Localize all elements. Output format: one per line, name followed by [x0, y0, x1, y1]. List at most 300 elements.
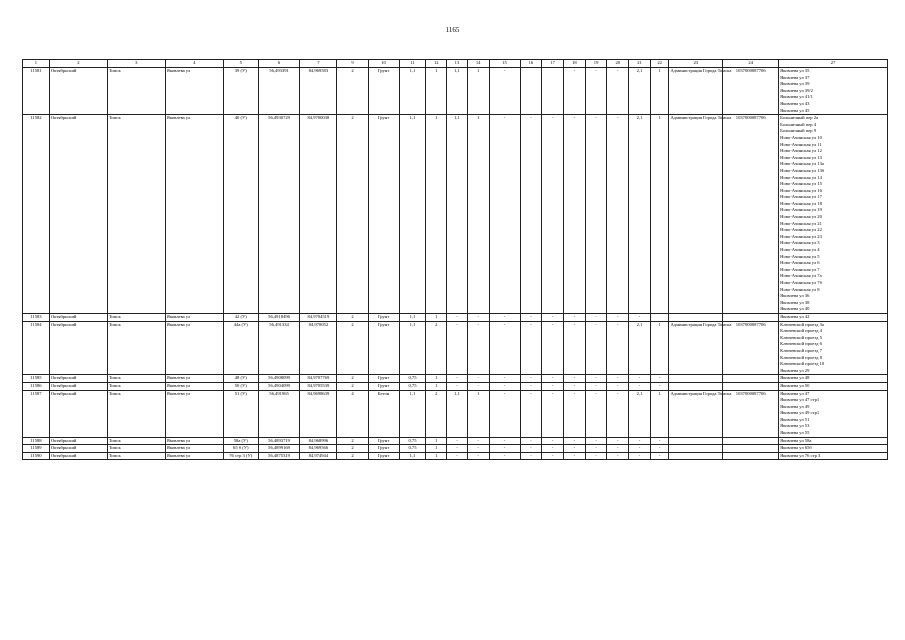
table-cell: 1,1 [399, 452, 426, 460]
table-cell: 84,969583 [300, 68, 337, 115]
table-cell: 0,75 [399, 445, 426, 453]
address-item: Больничный пер 4 [780, 121, 817, 127]
column-header: 19 [585, 60, 607, 68]
table-cell: 39 (У) [223, 68, 258, 115]
table-row [23, 390, 888, 437]
table-cell: 2 [337, 115, 368, 314]
table-cell: - [542, 445, 564, 453]
table-cell: 84,970052 [300, 321, 337, 375]
table-row [23, 375, 888, 383]
address-item: Ново-Ачинская ул 16 [780, 187, 822, 193]
table-cell: Томск [107, 115, 165, 314]
address-item: Ново-Ачинская ул 20 [780, 214, 822, 220]
table-cell: 2,1 [629, 68, 651, 115]
table-cell [650, 313, 669, 321]
table-cell: 56,4930729 [258, 115, 299, 314]
table-cell: 42 (У) [223, 313, 258, 321]
table-cell: - [585, 390, 607, 437]
address-list-cell [779, 390, 888, 437]
column-header: 20 [607, 60, 629, 68]
table-cell: 40 (У) [223, 115, 258, 314]
table-cell: - [564, 115, 586, 314]
table-cell: 58а (У) [223, 437, 258, 445]
address-item: Яковлева ул 39/2 [780, 87, 813, 93]
table-cell: - [585, 68, 607, 115]
table-cell: - [467, 321, 489, 375]
table-cell: 76 стр 3 (У) [223, 452, 258, 460]
table-cell: 1,1 [399, 68, 426, 115]
address-item: Ново-Ачинская ул 19 [780, 207, 822, 213]
table-cell: - [489, 382, 520, 390]
column-header: 27 [779, 60, 888, 68]
table-cell: Октябрьский [49, 445, 107, 453]
table-cell: 84,9700038 [300, 115, 337, 314]
table-cell: 56,4904099 [258, 382, 299, 390]
table-cell: Яковлева ул [165, 321, 223, 375]
table-cell: Яковлева ул [165, 68, 223, 115]
table-cell: - [447, 445, 468, 453]
table-cell [723, 437, 779, 445]
table-cell [723, 452, 779, 460]
table-cell: 1 [467, 115, 489, 314]
table-cell: 56,4875319 [258, 452, 299, 460]
table-cell: - [585, 452, 607, 460]
table-cell: - [520, 390, 542, 437]
table-cell: - [520, 437, 542, 445]
address-item: Больничный пер 2а [780, 115, 819, 121]
table-cell: - [564, 68, 586, 115]
table-cell: 1 [426, 445, 447, 453]
column-header: 9 [337, 60, 368, 68]
table-cell: 56,4893719 [258, 437, 299, 445]
table-row [23, 68, 888, 115]
table-cell: 0,75 [399, 437, 426, 445]
table-cell: Октябрьский [49, 437, 107, 445]
table-cell: - [542, 452, 564, 460]
table-cell [669, 452, 723, 460]
column-header: 7 [300, 60, 337, 68]
table-cell: Октябрьский [49, 115, 107, 314]
table-cell: Томск [107, 382, 165, 390]
table-cell: Грунт [368, 382, 399, 390]
table-cell: Грунт [368, 375, 399, 383]
table-cell: - [607, 390, 629, 437]
address-item: Яковлева ул 35 [780, 68, 810, 73]
table-cell [669, 382, 723, 390]
address-item: Ново-Ачинская ул 15 [780, 181, 822, 187]
column-header: 13 [447, 60, 468, 68]
address-list-cell [779, 452, 888, 460]
table-cell [723, 375, 779, 383]
column-header: 12 [426, 60, 447, 68]
table-cell: Администрация Города Томска [669, 68, 723, 115]
address-item: Яковлева ул 29 [780, 367, 810, 373]
table-cell: - [629, 375, 651, 383]
table-cell: 11582 [23, 115, 50, 314]
address-item: Ново-Ачинская ул 5 [780, 253, 820, 259]
address-item: Ново-Ачинская ул 6 [780, 260, 820, 266]
address-item: Яковлева ул 45 [780, 107, 810, 113]
table-cell: 65 б (У) [223, 445, 258, 453]
column-header: 11 [399, 60, 426, 68]
table-cell: 2,1 [629, 115, 651, 314]
table-cell: 11586 [23, 382, 50, 390]
column-header: 22 [650, 60, 669, 68]
column-header: 23 [669, 60, 723, 68]
table-cell: Яковлева ул [165, 445, 223, 453]
column-header: 1 [23, 60, 50, 68]
table-cell: 1 [650, 390, 669, 437]
table-cell: - [489, 68, 520, 115]
table-cell: - [489, 115, 520, 314]
address-item: Ключевской проезд 5 [780, 334, 822, 340]
table-cell: - [650, 375, 669, 383]
table-row [23, 313, 888, 321]
table-cell: Грунт [368, 452, 399, 460]
table-cell: 1 [426, 375, 447, 383]
table-cell: - [489, 437, 520, 445]
table-cell: 2 [337, 321, 368, 375]
column-header: 18 [564, 60, 586, 68]
address-item: Ново-Ачинская ул 7а [780, 273, 822, 279]
table-cell [669, 445, 723, 453]
table-cell: Томск [107, 375, 165, 383]
address-item: Ново-Ачинская ул 7 [780, 266, 820, 272]
table-cell: Октябрьский [49, 452, 107, 460]
table-cell: Томск [107, 437, 165, 445]
table-cell: 11581 [23, 68, 50, 115]
table-cell: - [607, 445, 629, 453]
table-header [23, 60, 888, 68]
table-cell: 1 [426, 313, 447, 321]
table-cell: 1 [426, 68, 447, 115]
table-row [23, 115, 888, 314]
table-cell: - [585, 115, 607, 314]
column-header: 21 [629, 60, 651, 68]
table-cell: 2,1 [629, 390, 651, 437]
address-item: Яковлева ул 76 стр 3 [780, 452, 821, 458]
table-cell: Октябрьский [49, 68, 107, 115]
table-cell: Грунт [368, 115, 399, 314]
table-cell: - [564, 437, 586, 445]
table-cell: 2 [337, 313, 368, 321]
table-cell: Грунт [368, 321, 399, 375]
address-item: Яковлева ул 38 [780, 299, 810, 305]
table-cell: - [629, 452, 651, 460]
table-cell: 2 [337, 452, 368, 460]
table-cell: 1 [426, 437, 447, 445]
table-cell: - [520, 452, 542, 460]
column-header: 15 [489, 60, 520, 68]
table-cell: 1 [467, 390, 489, 437]
table-cell: 2 [426, 321, 447, 375]
table-cell: - [542, 437, 564, 445]
table-cell: Октябрьский [49, 313, 107, 321]
table-cell [723, 445, 779, 453]
table-cell: - [520, 313, 542, 321]
address-item: Ново-Ачинская ул 23 [780, 233, 822, 239]
table-cell: - [564, 390, 586, 437]
table-cell: - [650, 445, 669, 453]
address-list-cell [779, 115, 888, 314]
address-list-cell [779, 437, 888, 445]
table-cell: Томск [107, 68, 165, 115]
table-cell: - [542, 382, 564, 390]
column-header: 3 [107, 60, 165, 68]
table-cell: - [489, 313, 520, 321]
table-cell: 11584 [23, 321, 50, 375]
address-item: Яковлева ул 42 [780, 313, 810, 319]
address-item: Ново-Ачинская ул 13а [780, 161, 824, 167]
table-cell: Администрация Города Томска [669, 321, 723, 375]
address-item: Яковлева ул 37 [780, 74, 810, 80]
table-cell [723, 382, 779, 390]
table-cell: Октябрьский [49, 390, 107, 437]
table-cell: 48 (У) [223, 375, 258, 383]
table-cell: 51 (У) [223, 390, 258, 437]
table-cell: Томск [107, 452, 165, 460]
table-cell: 1,1 [447, 390, 468, 437]
table-cell: - [542, 313, 564, 321]
address-item: Ново-Ачинская ул 14 [780, 174, 822, 180]
table-cell [669, 375, 723, 383]
column-header: 6 [258, 60, 299, 68]
table-cell: - [564, 382, 586, 390]
table-cell: 84,968996 [300, 437, 337, 445]
address-item: Ново-Ачинская ул 10 [780, 134, 822, 140]
table-row [23, 452, 888, 460]
table-cell: - [650, 382, 669, 390]
column-header: 4 [165, 60, 223, 68]
table-row [23, 321, 888, 375]
table-cell: Грунт [368, 68, 399, 115]
table-cell: 1 [650, 321, 669, 375]
table-cell: 1 [467, 68, 489, 115]
table-cell: Яковлева ул [165, 390, 223, 437]
table-cell: - [467, 313, 489, 321]
table-cell: 84,969566 [300, 445, 337, 453]
table-cell: - [542, 321, 564, 375]
table-cell: 1037000087706 [723, 68, 779, 115]
table-cell: 0,75 [399, 382, 426, 390]
table-cell: - [447, 437, 468, 445]
table-cell: Грунт [368, 313, 399, 321]
table-cell: 56,493391 [258, 68, 299, 115]
table-cell: 1,1 [399, 321, 426, 375]
table-cell: - [489, 452, 520, 460]
table-cell: - [629, 445, 651, 453]
table-cell: Яковлева ул [165, 382, 223, 390]
table-cell: - [607, 375, 629, 383]
address-item: Яковлева ул 53 [780, 423, 810, 429]
table-cell: 2,1 [629, 321, 651, 375]
address-item: Ново-Ачинская ул 18 [780, 200, 822, 206]
table-cell: 56,4899169 [258, 445, 299, 453]
table-cell: 1 [650, 115, 669, 314]
table-cell: Администрация Города Томска [669, 115, 723, 314]
table-cell: - [520, 321, 542, 375]
address-item: Ключевской проезд 6 [780, 341, 822, 347]
table-cell: - [607, 68, 629, 115]
table-cell: - [542, 390, 564, 437]
address-item: Яковлева ул 49 стр1 [780, 410, 820, 416]
table-cell: Грунт [368, 445, 399, 453]
address-item: Ново-Ачинская ул 4 [780, 247, 820, 253]
table-cell: 1 [426, 382, 447, 390]
address-list-cell [779, 68, 888, 115]
address-item: Ключевской проезд 3а [780, 321, 824, 327]
table-cell: 84,9707769 [300, 375, 337, 383]
table-cell: - [585, 321, 607, 375]
table-cell: - [489, 390, 520, 437]
table-cell: - [564, 375, 586, 383]
table-cell: Октябрьский [49, 321, 107, 375]
column-header: 2 [49, 60, 107, 68]
table-cell: Бетон [368, 390, 399, 437]
address-item: Ключевской проезд 4 [780, 328, 822, 334]
address-item: Яковлева ул 50 [780, 382, 810, 388]
table-cell: 11583 [23, 313, 50, 321]
table-cell: - [564, 313, 586, 321]
table-cell: - [447, 452, 468, 460]
address-list-cell [779, 313, 888, 321]
table-cell: 84,974944 [300, 452, 337, 460]
table-cell: 1 [426, 115, 447, 314]
table-cell: 11585 [23, 375, 50, 383]
table-cell: - [520, 382, 542, 390]
address-item: Яковлева ул 55 [780, 430, 810, 436]
table-cell: 2 [337, 445, 368, 453]
table-cell: - [607, 437, 629, 445]
address-item: Ново-Ачинская ул 8 [780, 286, 820, 292]
table-cell [723, 313, 779, 321]
table-cell: 1037000087706 [723, 321, 779, 375]
table-cell: - [489, 321, 520, 375]
table-cell: 1 [650, 68, 669, 115]
table-cell: - [467, 375, 489, 383]
address-item: Яковлева ул 58а [780, 437, 812, 443]
table-cell: 11589 [23, 445, 50, 453]
table-cell: - [520, 445, 542, 453]
table-cell: 2 [337, 68, 368, 115]
table-cell: 44а (У) [223, 321, 258, 375]
address-item: Яковлева ул 47 [780, 390, 810, 396]
table-cell: - [607, 313, 629, 321]
address-item: Ключевской проезд 7 [780, 347, 822, 353]
header-row [23, 60, 888, 68]
address-item: Ново-Ачинская ул 12 [780, 148, 822, 154]
table-cell: - [520, 375, 542, 383]
table-cell: 2 [337, 382, 368, 390]
road-registry-table [22, 59, 888, 460]
address-item: Ново-Ачинская ул 21 [780, 220, 822, 226]
table-cell [669, 437, 723, 445]
table-cell: - [585, 437, 607, 445]
table-cell: - [607, 321, 629, 375]
table-cell: - [585, 313, 607, 321]
table-cell: 56,491965 [258, 390, 299, 437]
table-cell: - [564, 321, 586, 375]
table-cell: 2 [426, 390, 447, 437]
table-cell: Томск [107, 313, 165, 321]
column-header: 5 [223, 60, 258, 68]
table-cell: 2 [337, 437, 368, 445]
table-cell: - [607, 382, 629, 390]
table-cell: Томск [107, 445, 165, 453]
address-item: Яковлева ул 40 [780, 306, 810, 312]
table-cell: - [564, 452, 586, 460]
address-item: Ново-Ачинская ул 11 [780, 141, 822, 147]
address-item: Яковлева ул 39 [780, 81, 810, 87]
table-cell: - [650, 437, 669, 445]
table-cell: - [542, 375, 564, 383]
table-cell: - [489, 375, 520, 383]
table-cell: 1,1 [399, 390, 426, 437]
table-cell: - [650, 452, 669, 460]
table-cell [520, 68, 542, 115]
table-cell: - [607, 452, 629, 460]
address-item: Яковлева ул 65б [780, 445, 812, 451]
table-cell: 84,9705539 [300, 382, 337, 390]
table-cell: - [564, 445, 586, 453]
table-cell: - [607, 115, 629, 314]
table-cell: - [585, 382, 607, 390]
address-list-cell [779, 375, 888, 383]
address-item: Ново-Ачинская ул 22 [780, 227, 822, 233]
table-cell: Грунт [368, 437, 399, 445]
table-cell: Яковлева ул [165, 115, 223, 314]
address-item: Яковлева ул 48 [780, 375, 810, 381]
table-cell: - [542, 115, 564, 314]
table-cell: 4 [337, 390, 368, 437]
address-item: Яковлева ул 47 стр1 [780, 397, 820, 403]
table-cell: - [447, 375, 468, 383]
table-cell: 1037000087706 [723, 390, 779, 437]
table-cell: Яковлева ул [165, 313, 223, 321]
table-cell: - [467, 437, 489, 445]
table-cell: 1037000087706 [723, 115, 779, 314]
table-cell: Яковлева ул [165, 375, 223, 383]
table-cell: 84,9704519 [300, 313, 337, 321]
table-cell: 56,491334 [258, 321, 299, 375]
column-header: 16 [520, 60, 542, 68]
address-item: Ново-Ачинская ул 3 [780, 240, 820, 246]
table-cell: 11590 [23, 452, 50, 460]
address-item: Яковлева ул 51 [780, 416, 810, 422]
address-item: Ключевской проезд 8 [780, 354, 822, 360]
table-cell: Яковлева ул [165, 437, 223, 445]
table-cell: - [447, 321, 468, 375]
address-item: Яковлева ул 49 [780, 403, 810, 409]
column-header: 10 [368, 60, 399, 68]
table-cell: 1,1 [447, 115, 468, 314]
address-item: Яковлева ул 36 [780, 293, 810, 299]
table-cell: 1,1 [399, 115, 426, 314]
table-cell: 11588 [23, 437, 50, 445]
table-body [23, 68, 888, 460]
table-cell [542, 68, 564, 115]
table-cell: - [520, 115, 542, 314]
table-cell: 56,4908099 [258, 375, 299, 383]
table-row [23, 382, 888, 390]
table-cell: 2 [337, 375, 368, 383]
table-cell: 50 (У) [223, 382, 258, 390]
address-item: Ново-Ачинская ул 13 [780, 154, 822, 160]
table-cell: Томск [107, 321, 165, 375]
table-cell: Томск [107, 390, 165, 437]
address-list-cell [779, 382, 888, 390]
address-item: Яковлева ул 41/1 [780, 94, 813, 100]
